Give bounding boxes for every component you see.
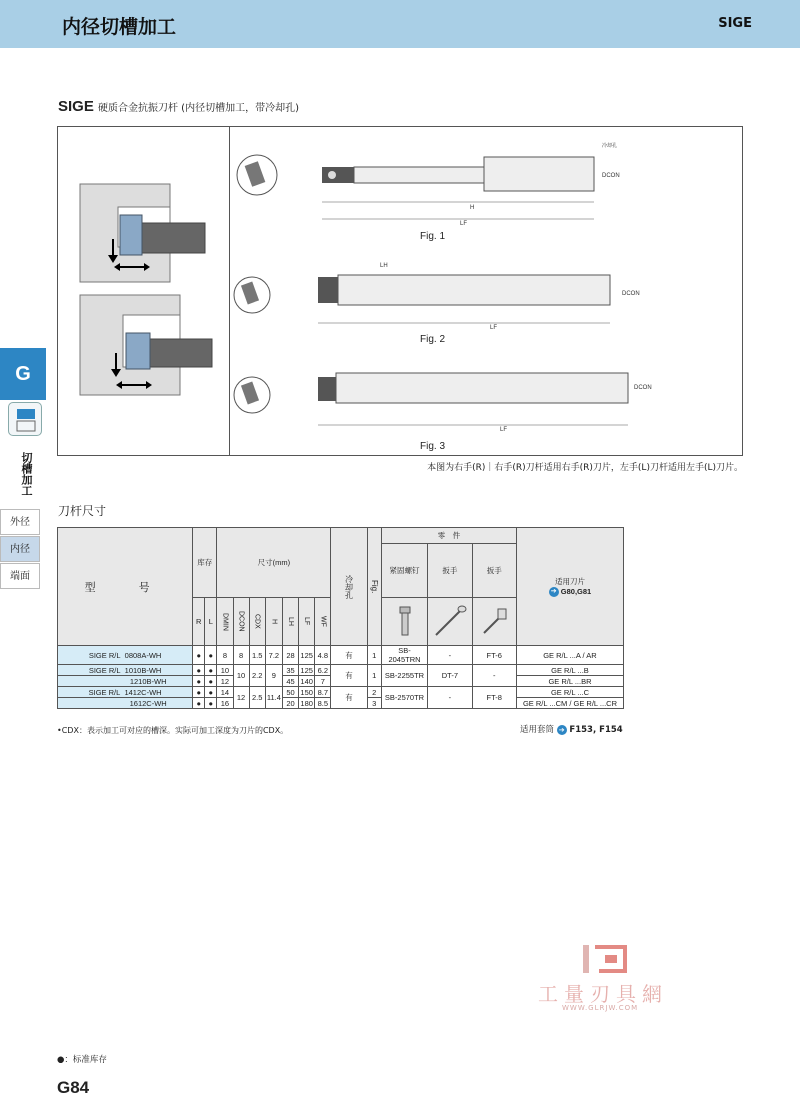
- table-row: [58, 646, 624, 665]
- spec-table: [57, 527, 624, 709]
- header-screw: 紧固螺钉: [381, 544, 427, 598]
- section-title: [58, 98, 299, 115]
- wf-cell: 8.5: [315, 698, 331, 709]
- table-row: [58, 665, 624, 676]
- fig-cell: 1: [367, 646, 381, 665]
- coolant-cell: 有: [331, 646, 367, 665]
- wrench1-cell: -: [428, 646, 472, 665]
- operation-illustration: [58, 127, 229, 455]
- stock-legend: ●：标准库存: [57, 1055, 107, 1065]
- header-l: L: [205, 598, 217, 646]
- fig3-dcon-label: DCON: [634, 385, 652, 391]
- lh-cell: 28: [282, 646, 298, 665]
- stock-r: ●: [193, 646, 205, 665]
- fig-cell: 1: [367, 665, 381, 687]
- wf-cell: 4.8: [315, 646, 331, 665]
- sleeve-reference: [520, 723, 623, 735]
- stock-l: ●: [205, 687, 217, 698]
- fig1-coolant-label: 冷却孔: [602, 143, 618, 149]
- figure-panel: [57, 126, 743, 456]
- figure-note: 本图为右手(R)｜右手(R)刀杆适用右手(R)刀片，左手(L)刀杆适用左手(L)刀片。: [427, 463, 743, 473]
- insert-ref[interactable]: G80,G81: [560, 586, 592, 596]
- arrow-right-icon: ➔: [549, 587, 559, 597]
- cdx-cell: 2.5: [249, 687, 265, 709]
- fig2-dcon-label: DCON: [622, 291, 640, 297]
- header-h: H: [265, 598, 282, 646]
- dmin-cell: 8: [217, 646, 233, 665]
- wrench2-cell: -: [472, 665, 516, 687]
- header-wrench1: 扳手: [428, 544, 472, 598]
- header-lh: LH: [282, 598, 298, 646]
- header-r: R: [193, 598, 205, 646]
- lf-cell: 140: [300, 676, 313, 686]
- wrench1-cell: -: [428, 687, 472, 709]
- model-cell: SIGE R/L 0808A-WH: [58, 646, 193, 665]
- dmin-cell: 14: [217, 687, 233, 698]
- stock-l: ●: [205, 698, 217, 709]
- chapter-tab[interactable]: G: [0, 348, 46, 400]
- wrench-icon: [428, 598, 472, 646]
- h-cell: 11.4: [265, 687, 282, 709]
- series-code: SIGE: [718, 16, 752, 31]
- sleeve-label: 适用套筒: [520, 725, 555, 735]
- wrench2-cell: FT-6: [472, 646, 516, 665]
- header-dcon: DCON: [233, 598, 249, 646]
- header-model: 型 号: [58, 528, 193, 646]
- lh-cell: 50: [282, 687, 298, 698]
- fig-cell: 2: [367, 687, 381, 698]
- stock-l: ●: [205, 646, 217, 665]
- screw-icon: [381, 598, 427, 646]
- header-dmin: DMIN: [217, 598, 233, 646]
- stock-r: ●: [193, 698, 205, 709]
- dmin-cell: 12: [217, 676, 233, 687]
- screw-cell: SB-2255TR: [381, 665, 427, 687]
- lf-cell: 180: [300, 698, 313, 708]
- header-insert: [516, 528, 623, 646]
- insert-cell: GE R/L ...B: [516, 665, 623, 676]
- screw-cell: SB-2045TRN: [381, 646, 427, 665]
- fig-3-label: Fig. 3: [420, 441, 446, 452]
- stock-r: ●: [193, 665, 205, 676]
- insert-cell: GE R/L ...C: [516, 687, 623, 698]
- header-fig: Fig.: [367, 528, 381, 646]
- insert-cell: GE R/L ...CM / GE R/L ...CR: [516, 698, 623, 709]
- header-wrench2: 扳手: [472, 544, 516, 598]
- cdx-cell: 2.2: [249, 665, 265, 687]
- section-description: 硬质合金抗振刀杆 (内径切槽加工，带冷却孔): [98, 103, 299, 114]
- stock-l: ●: [205, 665, 217, 676]
- stock-r: ●: [193, 676, 205, 687]
- fig1-h-label: H: [470, 205, 475, 211]
- sleeve-ref-link[interactable]: F153, F154: [569, 725, 623, 735]
- wf-cell: 7: [315, 676, 331, 687]
- page-number: G84: [57, 1078, 90, 1097]
- wrench1-cell: DT-7: [428, 665, 472, 687]
- table-title: 刀杆尺寸: [58, 504, 107, 518]
- dcon-cell: 10: [233, 665, 249, 687]
- header-cdx: CDX: [249, 598, 265, 646]
- fig1-dcon-label: DCON: [602, 173, 620, 179]
- dcon-cell: 8: [233, 646, 249, 665]
- dmin-cell: 16: [217, 698, 233, 709]
- model-cell: 1210B-WH: [58, 676, 193, 687]
- sidebar-item-face[interactable]: 端面: [0, 563, 40, 589]
- model-cell: SIGE R/L 1010B-WH: [58, 665, 193, 676]
- fig2-lh-label: LH: [380, 263, 388, 269]
- lf-cell: 150: [300, 687, 313, 697]
- model-cell: 1612C-WH: [58, 698, 193, 709]
- lf-cell: 125: [299, 646, 315, 665]
- category-label: 切槽加工: [20, 452, 33, 496]
- wrench2-cell: FT-8: [472, 687, 516, 709]
- stock-l: ●: [205, 676, 217, 687]
- fig-1-label: Fig. 1: [420, 231, 446, 242]
- watermark-logo-icon: [581, 943, 631, 975]
- header-parts: 零 件: [381, 528, 516, 544]
- header-dims: 尺寸(mm): [217, 528, 331, 598]
- h-cell: 9: [265, 665, 282, 687]
- insert-label: 适用刀片: [554, 576, 585, 586]
- sidebar-item-external[interactable]: 外径: [0, 509, 40, 535]
- fig-2-label: Fig. 2: [420, 334, 446, 345]
- wf-cell: 6.2: [315, 665, 331, 676]
- coolant-cell: 有: [331, 665, 367, 687]
- sidebar-item-internal[interactable]: 内径: [0, 536, 40, 562]
- fig3-lf-label: LF: [500, 427, 508, 433]
- fig-cell: 3: [367, 698, 381, 709]
- table-footnote: •CDX：表示加工可对应的槽深。实际可加工深度为刀片的CDX。: [57, 726, 289, 735]
- page-title: 内径切槽加工: [62, 16, 177, 38]
- lf-cell: 125: [300, 665, 313, 675]
- wf-cell: 8.7: [315, 687, 331, 698]
- h-cell: 7.2: [265, 646, 282, 665]
- cdx-cell: 1.5: [249, 646, 265, 665]
- dcon-cell: 12: [233, 687, 249, 709]
- stock-r: ●: [193, 687, 205, 698]
- insert-cell: GE R/L ...BR: [516, 676, 623, 687]
- coolant-cell: 有: [331, 687, 367, 709]
- grooving-icon: [8, 402, 42, 436]
- insert-cell: GE R/L ...A / AR: [516, 646, 623, 665]
- fig1-lf-label: LF: [460, 221, 468, 227]
- lh-cell: 45: [282, 676, 298, 687]
- table-row: [58, 687, 624, 698]
- watermark-url: WWW.GLRJW.COM: [562, 1004, 639, 1012]
- header-wf: WF: [315, 598, 331, 646]
- dmin-cell: 10: [217, 665, 233, 676]
- header-lf: LF: [299, 598, 315, 646]
- lh-cell: 35: [282, 665, 298, 676]
- lh-cell: 20: [282, 698, 298, 709]
- technical-drawings: [230, 127, 742, 455]
- key-icon: [472, 598, 516, 646]
- header-coolant: 冷却孔: [331, 528, 367, 646]
- model-cell: SIGE R/L 1412C-WH: [58, 687, 193, 698]
- screw-cell: SB-2570TR: [381, 687, 427, 709]
- header-stock: 库存: [193, 528, 217, 598]
- section-series: SIGE: [58, 98, 94, 115]
- watermark-text: 工量刃具網: [538, 982, 668, 1006]
- page-header: [0, 0, 800, 48]
- fig2-lf-label: LF: [490, 325, 498, 331]
- arrow-right-icon: ➔: [557, 725, 567, 735]
